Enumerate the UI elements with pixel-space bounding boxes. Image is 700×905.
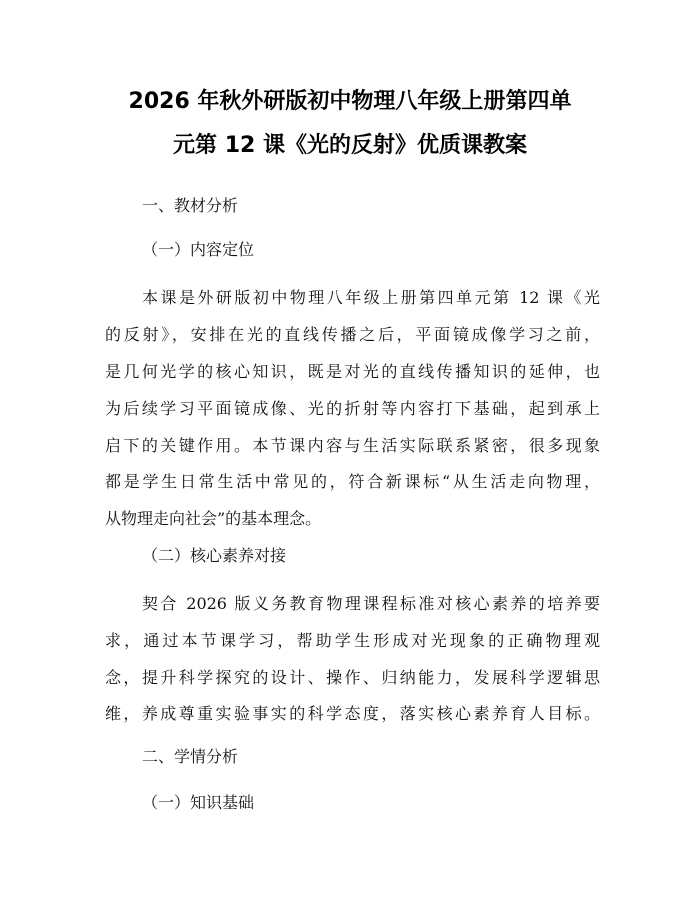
paragraph-line: 维，养成尊重实验事实的科学态度，落实核心素养育人目标。 bbox=[105, 704, 600, 723]
section-heading-teaching-material-analysis: 一、教材分析 bbox=[142, 196, 239, 215]
paragraph-line: 为后续学习平面镜成像、光的折射等内容打下基础，起到承上 bbox=[105, 399, 600, 418]
paragraph-line: 求，通过本节课学习，帮助学生形成对光现象的正确物理观 bbox=[105, 631, 600, 650]
document-title-line-1: 2026 年秋外研版初中物理八年级上册第四单 bbox=[128, 89, 572, 114]
paragraph-line: 是几何光学的核心知识，既是对光的直线传播知识的延伸，也 bbox=[105, 362, 600, 381]
paragraph-line: 都是学生日常生活中常见的，符合新课标“从生活走向物理， bbox=[105, 472, 600, 491]
document-title-line-2: 元第 12 课《光的反射》优质课教案 bbox=[173, 133, 527, 158]
paragraph-line: 念，提升科学探究的设计、操作、归纳能力，发展科学逻辑思 bbox=[105, 668, 600, 687]
paragraph-line: 契合 2026 版义务教育物理课程标准对核心素养的培养要 bbox=[142, 594, 600, 613]
subsection-heading-knowledge-foundation: （一）知识基础 bbox=[142, 793, 255, 812]
paragraph-line: 的反射》，安排在光的直线传播之后，平面镜成像学习之前， bbox=[105, 325, 600, 344]
subsection-heading-content-positioning: （一）内容定位 bbox=[142, 240, 255, 259]
subsection-heading-core-literacy: （二）核心素养对接 bbox=[142, 546, 287, 565]
paragraph-line: 本课是外研版初中物理八年级上册第四单元第 12 课《光 bbox=[142, 288, 600, 307]
paragraph-line: 从物理走向社会”的基本理念。 bbox=[105, 509, 322, 528]
paragraph-line: 启下的关键作用。本节课内容与生活实际联系紧密，很多现象 bbox=[105, 436, 600, 455]
section-heading-learning-situation-analysis: 二、学情分析 bbox=[142, 747, 239, 766]
